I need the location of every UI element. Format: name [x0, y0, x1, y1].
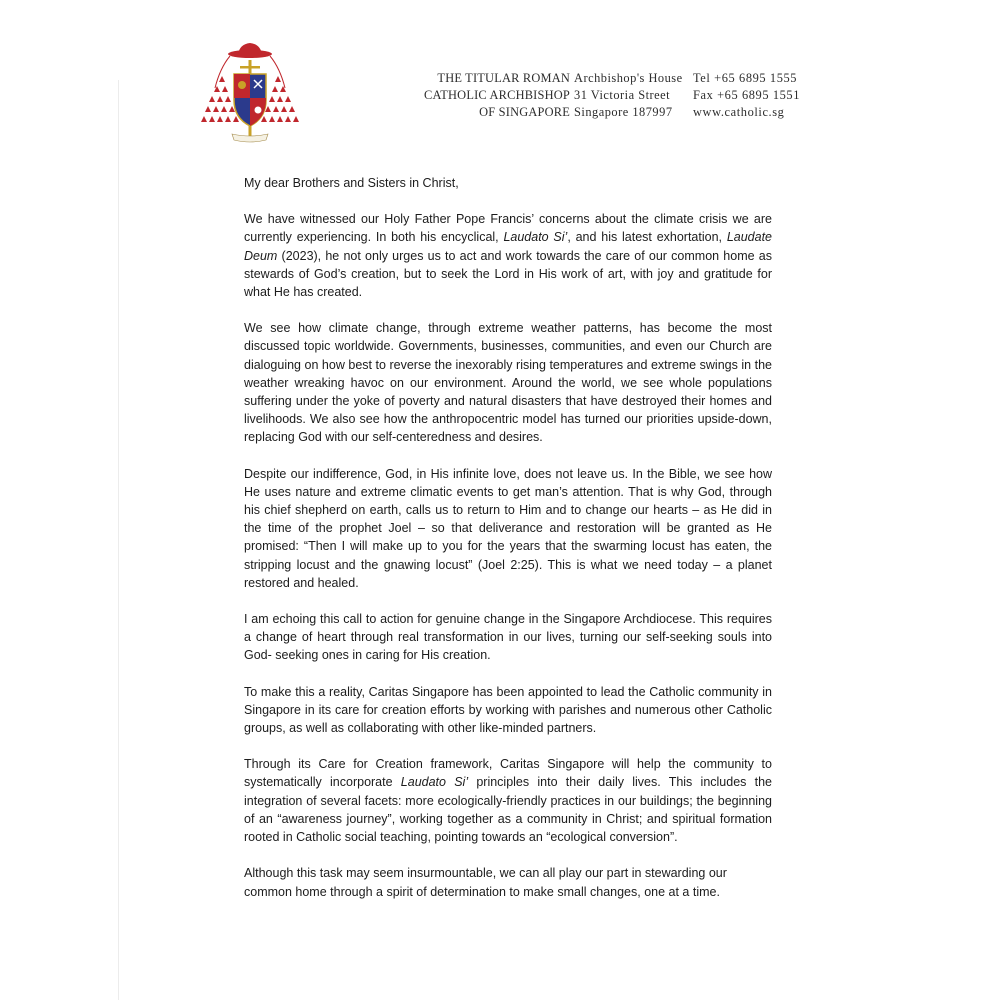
coat-of-arms-icon: [200, 38, 300, 156]
paragraph-3: Despite our indifference, God, in His infinite love, does not leave us. In the Bible, we see how He uses nature and extreme climatic events to get man’s attention. That is why God, through his chief shepherd on earth, calls us to return to Him and to change our hearts – as He did in the time of the prophet Joel – so that deliverance and restoration will be granted as He promised: “Then I will make up to you for the years that the swarming locust has eaten, the stripping locust and the gnawing locust” (Joel 2:25). This is what we need today – a planet restored and healed.: [244, 466, 772, 590]
address-line-1: Archbishop's House: [574, 71, 683, 85]
fax-line: Fax +65 6895 1551: [693, 88, 801, 102]
address-line-2: 31 Victoria Street: [574, 88, 671, 102]
salutation: My dear Brothers and Sisters in Christ,: [244, 176, 459, 190]
paragraph-1: [244, 210, 772, 301]
p1-italic-laudate-deum: Laudate Deum: [244, 230, 772, 263]
title-line-2: CATHOLIC ARCHBISHOP: [424, 88, 570, 102]
p1-italic-laudato-si: Laudato Si’: [503, 230, 568, 245]
p6-text-b: principles into their daily lives. This includes the integration of several facets: more ecologically-friendly practices in our buildings; the beginning of an “awareness journey”, working together as a community in Christ; and spiritual formation rooted in Catholic social teaching, pointing towards an “ecological conversion”.: [244, 775, 773, 845]
p6-text-a: Through its Care for Creation framework, Caritas Singapore will help the community to systematically incorporate: [244, 757, 772, 790]
website-line: www.catholic.sg: [693, 105, 785, 119]
p1-text-c: (2023), he not only urges us to act and work towards the care of our common home as stewards of God’s creation, but to seek the Lord in His work of art, with joy and gratitude for what He has created.: [244, 248, 772, 300]
letterhead-address: [574, 70, 683, 121]
letterhead-contact: [693, 70, 800, 121]
letterhead-title: [424, 70, 570, 121]
paragraph-6: [244, 755, 772, 846]
p6-italic-laudato-si: Laudato Si’: [400, 775, 469, 790]
title-line-3: OF SINGAPORE: [479, 105, 570, 119]
paragraph-2: We see how climate change, through extreme weather patterns, has become the most discussed topic worldwide. Governments, businesses, communities, and even our Church are dialoguing on how best to reverse the inexorably rising temperatures and extreme swings in the weather wreaking havoc on our environment. Around the world, we see whole populations suffering under the yoke of poverty and natural disasters that have destroyed their homes and livelihoods. We also see how the anthropocentric model has turned our priorities upside-down, replacing God with our self-centeredness and desires.: [244, 321, 772, 445]
title-line-1: THE TITULAR ROMAN: [437, 71, 570, 85]
paragraph-5: To make this a reality, Caritas Singapore has been appointed to lead the Catholic community in Singapore in its care for creation efforts by working with parishes and numerous other Catholic groups, as well as collaborating with other like-minded partners.: [244, 684, 772, 736]
phone-line: Tel +65 6895 1555: [693, 71, 798, 85]
p1-text-b: , and his latest exhortation,: [567, 230, 727, 245]
paragraph-7: Although this task may seem insurmountable, we can all play our part in stewarding our common home through a spirit of determination to make small changes, one at a time.: [244, 866, 727, 899]
address-line-3: Singapore 187997: [574, 105, 673, 119]
letter-body: [244, 174, 772, 919]
p1-text-a: We have witnessed our Holy Father Pope Francis’ concerns about the climate crisis we are currently experiencing. In both his encyclical,: [244, 212, 772, 245]
paragraph-4: I am echoing this call to action for genuine change in the Singapore Archdiocese. This requires a change of heart through real transformation in our lives, turning our self-seeking souls into God- seeking ones in caring for His creation.: [244, 612, 772, 663]
scan-edge-line: [118, 80, 119, 1000]
